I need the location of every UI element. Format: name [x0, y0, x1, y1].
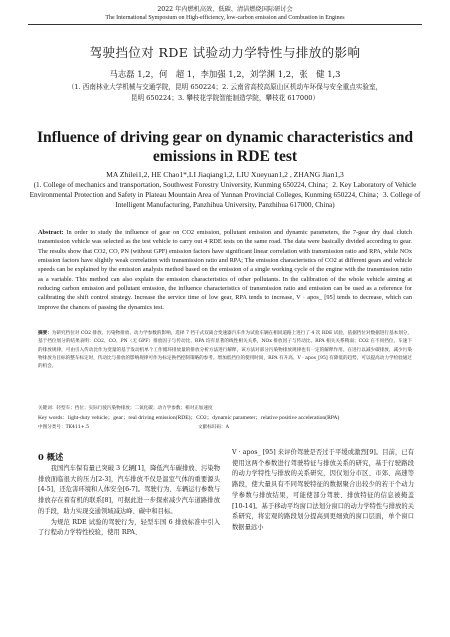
chinese-affiliation-line: 昆明 650224；3. 攀枝花学院智能制造学院，攀枝花 617000） [130, 93, 320, 102]
chinese-keywords: 关键词：轻型车；挡位；实际行驶污染物排放；二氧化碳；动力学参数；相对正加速度 [38, 406, 213, 411]
body-column-left [38, 464, 220, 539]
running-header-en: The International Symposium on High-efficiency, low-carbon emission and Combustion in Engines [105, 15, 345, 21]
header-rule [28, 24, 422, 25]
body-column-right [232, 448, 414, 534]
section-heading: 0 概述 [38, 452, 64, 462]
body-paragraph: V · apos_ [95] 来评价驾驶是否过于平缓或激烈[9]。目前，已有使用这两个参数进行驾驶特征与排放关系的研究，基于行驶路段的动力学特性与排放的关系研究，因仅划分市区、市郊、高速等路段，使大量具有不同驾驶特征的数据聚合出较少的若干个动力学参数与排放结果，可能使部分驾驶、排放特征的信息被掩盖[10-14]。基于移动平均窗口法划分窗口的动力学特性与排放的关系研究，将宏观的路段划分提高到更细致的窗口层面，单个窗口数据量远小 [232, 449, 414, 531]
body-paragraph: 我国汽车保有量已突破 3 亿辆[1]，降低汽车碳排放、污染物排放面临很大的压力[2-3]，汽车排放不仅是温室气体的重要源头[4-5]，还危害环境和人体安全[6-7]。驾驶行为、车辆运行参数与排放存在着有机的联系[8]，可据此进一步探索减少汽车道路排放的手段，助力实现交通领域减达峰、碳中和目标。 [38, 465, 220, 515]
chinese-abstract-text: 为研究挡位对 CO2 排放、污染物排放、动力学参数的影响，选择 7 挡干式双离合变速器汽车作为试验车辆在相同道路上进行了 4 次 RDE 试验，依据挡位对数据进行基本划分，基于挡位划分的结果表明：CO2、CO、PN（无 GPF）排放因子与传动比、RPA 均有显著的线性相关关系，NOx 排放因子与传动比、RPA 相关关系稍弱；CO2 在不同挡位、车速下的排放规律，可由引入传动比作为变量的基于发动机单个工作循环排放量的排放分析方法进行解释，该方法对部分污染物排放规律也有一定的解释作用。在进行以减少碳排放、减少污染物排放为目标的整车标定时，传动比与排放的影响规律可作为标定换挡控制策略的参考。增加低挡位的使用时间，RPA 有升高、V · apos_[95] 有降低的趋势，可以提高动力学检验通过的机会。 [38, 331, 412, 370]
english-keywords: Key words：light-duty vehicle；gear；real driving emission(RDE)；CO2；dynamic parameter；relative positive acceleration(RPA) [38, 415, 340, 421]
abstract-text: In order to study the influence of gear on CO2 emission, pollutant emission and dynamic parameters, the 7-gear dry dual clutch transmission vehicle was selected as the test vehicle to carry out 4 RDE tests on the same road. The data were basically divided according to gear. The results show that CO2, CO, PN (without GPF) emission factors have significant linear correlation with transmission ratio and RPA, while NOx emission factors have slightly weak correlation with transmission ratio and RPA; The emission characteristics of CO2 at different gears and vehicle speeds can be explained by the emission analysis method based on the emission of a single working cycle of the engine with the transmission ratio as a variable. This method can also explain the emission characteristics of other pollutants. In the calibration of the whole vehicle aiming at reducing carbon emission and pollutant emission, the influence characteristics of transmission ratio and emission can be used as a reference for calibrating the shift control strategy. Increase the service time of low gear, RPA tends to increase, V · apos_ [95] tends to decrease, which can improve the chances of passing the dynamics test. [38, 229, 412, 311]
document-code: 文献标识码：A [198, 425, 229, 430]
chinese-title: 驾驶挡位对 RDE 试验动力学特性与排放的影响 [89, 45, 361, 60]
running-header-cn: 2022 年内燃机高效、低碳、清洁燃烧国际研讨会 [157, 6, 293, 13]
english-abstract [38, 228, 412, 312]
body-paragraph: 为规范 RDE 试验的驾驶行为，轻型车国 6 排放标准中引入了行程动力学特性校验，使用 RPA、 [38, 518, 220, 537]
abstract-label: Abstract: [38, 229, 64, 236]
chinese-authors: 马志磊 1,2，何 超 1，李加强 1,2，刘学渊 1,2，张 健 1,3 [109, 69, 341, 79]
english-title: Influence of driving gear on dynamic characteristics and emissions in RDE test [36, 129, 414, 165]
classification-line [38, 424, 412, 432]
chinese-abstract-label: 摘要： [38, 331, 52, 336]
chinese-abstract [38, 330, 412, 371]
english-authors: MA Zhilei1,2, HE Chao1*,LI Jiaqiang1,2, LIU Xueyuan1,2 , ZHANG Jian1,3 [106, 170, 344, 179]
chinese-affiliation-line: （1. 西南林业大学机械与交通学院，昆明 650224；2. 云南省高校高原山区机动车环保与安全重点实验室， [67, 83, 383, 91]
classification-number: 中图分类号：TK411+.5 [38, 425, 90, 430]
english-affiliations: (1. College of mechanics and transportation, Southwest Forestry University, Kunming 650224, China；2. Key Laboratory of Vehicle Environmental Protection and Safety in Plateau Mountain Area of Yunnan Provincial Colleges, Kunming 650224, China；3. College of Intelligent Manufacturing, Panzhihua University, Panzhihua 617000, China) [29, 181, 421, 209]
chinese-affiliations [40, 82, 410, 103]
